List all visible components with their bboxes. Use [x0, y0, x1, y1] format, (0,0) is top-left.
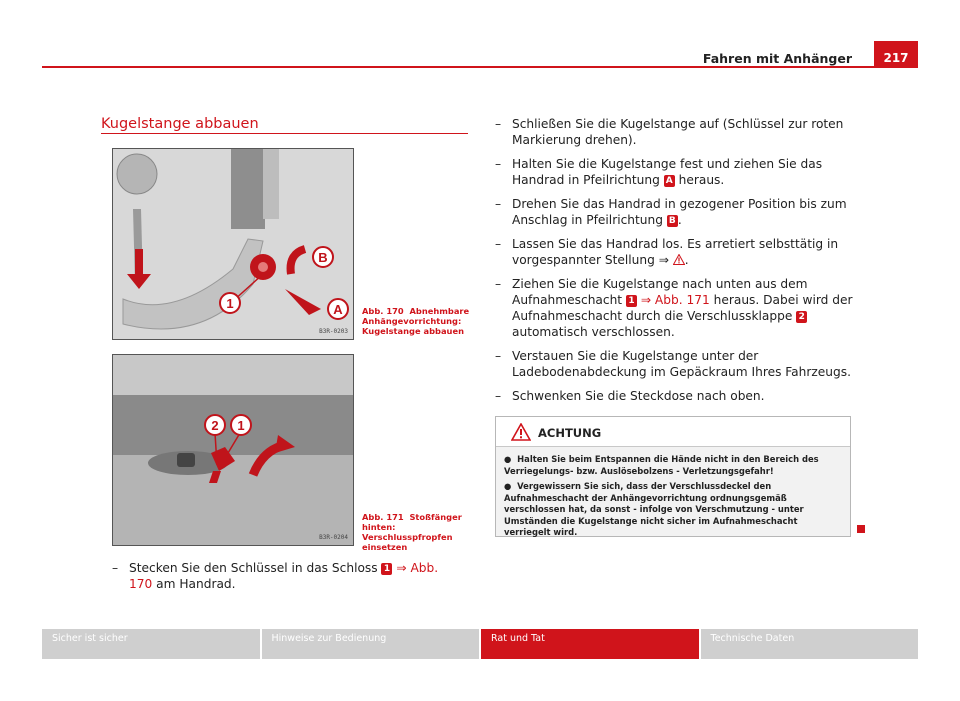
fig171-label-1: 1 — [237, 418, 245, 433]
page-number: 217 — [874, 41, 918, 68]
step-text: Verstauen Sie die Kugelstange unter der Ladebodenabdeckung im Gepäckraum Ihres Fahrzeugs. — [512, 349, 851, 379]
figure-170 — [112, 148, 354, 340]
step-text: Schwenken Sie die Steckdose nach oben. — [512, 389, 765, 403]
footer-nav — [42, 629, 918, 659]
list-dash: – — [112, 561, 119, 575]
warning-triangle-icon — [673, 254, 685, 265]
warning-title: ACHTUNG — [538, 426, 602, 440]
callout-badge: A — [664, 175, 675, 187]
list-dash: – — [495, 277, 502, 291]
step-text: Halten Sie die Kugelstange fest und ziehen Sie das Handrad in Pfeilrichtung — [512, 157, 823, 187]
list-item — [495, 156, 855, 188]
figure-170-caption — [362, 306, 470, 336]
step-text: Schließen Sie die Kugelstange auf (Schlüssel zur roten Markierung drehen). — [512, 117, 844, 147]
step-text: heraus. — [678, 173, 725, 187]
warning-text: Vergewissern Sie sich, dass der Verschlussdeckel den Aufnahmeschacht der Anhängevorrichtung ordnungsgemäß verschlossen hat, da sonst - infolge von Verschmutzung - unter Umständen die Kugelstange nicht sicher im Aufnahmeschacht verriegelt wird. — [504, 481, 804, 537]
figure-reference-link[interactable]: ⇒ Abb. 171 — [640, 293, 710, 307]
step-text: automatisch verschlossen. — [512, 325, 675, 339]
section-rule — [101, 133, 468, 134]
warning-item — [504, 481, 844, 539]
callout-badge: 2 — [796, 311, 807, 323]
list-dash: – — [495, 237, 502, 251]
list-item — [495, 276, 855, 340]
section-end-marker — [857, 525, 865, 533]
list-dash: – — [495, 197, 502, 211]
list-dash: – — [495, 389, 502, 403]
figure-code: B3R-0204 — [319, 534, 348, 541]
warning-text: Halten Sie beim Entspannen die Hände nicht in den Bereich des Verriegelungs- bzw. Auslösebolzens - Verletzungsgefahr! — [504, 454, 819, 476]
bumper-illustration — [113, 355, 354, 546]
caption-text: Abnehmbare Anhängevorrichtung: Kugelstange abbauen — [362, 306, 470, 336]
figure-171-caption — [362, 512, 470, 552]
step-text: Ziehen Sie die Kugelstange nach unten aus dem Aufnahmeschacht — [512, 277, 808, 307]
step-text: am Handrad. — [156, 577, 236, 591]
figure-171 — [112, 354, 354, 546]
warning-body — [504, 454, 844, 543]
callout-badge: 1 — [381, 563, 392, 575]
list-item — [495, 116, 855, 148]
fig171-label-2: 2 — [211, 418, 219, 433]
footer-tab-hinweise[interactable]: Hinweise zur Bedienung — [262, 629, 480, 659]
list-item — [495, 348, 855, 380]
figure-code: B3R-0203 — [319, 328, 348, 335]
fig170-label-a: A — [333, 302, 343, 317]
footer-tab-rat-und-tat[interactable]: Rat und Tat — [481, 629, 699, 659]
fig170-label-1: 1 — [226, 296, 234, 311]
caption-text: Stoßfänger hinten: Verschlusspfropfen einsetzen — [362, 512, 462, 552]
caption-number: Abb. 171 — [362, 512, 404, 522]
warning-triangle-icon — [511, 423, 531, 441]
caption-number: Abb. 170 — [362, 306, 404, 316]
list-item — [112, 560, 462, 592]
fig170-label-b: B — [318, 250, 328, 265]
warning-header — [496, 417, 850, 447]
callout-badge: 1 — [626, 295, 637, 307]
header-rule — [42, 66, 918, 68]
step-text: . — [684, 253, 689, 267]
list-dash: – — [495, 349, 502, 363]
step-text: Lassen Sie das Handrad los. Es arretiert selbsttätig in vorgespannter Stellung ⇒ — [512, 237, 839, 267]
section-title: Kugelstange abbauen — [101, 116, 259, 132]
bullet: ● — [504, 481, 512, 491]
step-text: . — [677, 213, 682, 227]
callout-badge: B — [667, 215, 678, 227]
footer-tab-technische-daten[interactable]: Technische Daten — [701, 629, 919, 659]
step-text: Stecken Sie den Schlüssel in das Schloss — [129, 561, 378, 575]
figure-reference-link[interactable]: ⇒ Abb. 170 — [129, 561, 439, 591]
list-dash: – — [495, 117, 502, 131]
warning-box — [495, 416, 851, 537]
running-header: Fahren mit Anhänger — [702, 51, 852, 66]
tow-bar-illustration — [113, 149, 354, 340]
step-text: Drehen Sie das Handrad in gezogener Position bis zum Anschlag in Pfeilrichtung — [512, 197, 847, 227]
list-dash: – — [495, 157, 502, 171]
list-item — [495, 388, 855, 404]
list-item — [495, 196, 855, 228]
warning-item — [504, 454, 844, 477]
footer-tab-sicher[interactable]: Sicher ist sicher — [42, 629, 260, 659]
bullet: ● — [504, 454, 512, 464]
step-text: heraus. Dabei wird der Aufnahmeschacht durch die Verschlussklappe — [512, 293, 853, 323]
list-item — [495, 236, 855, 268]
